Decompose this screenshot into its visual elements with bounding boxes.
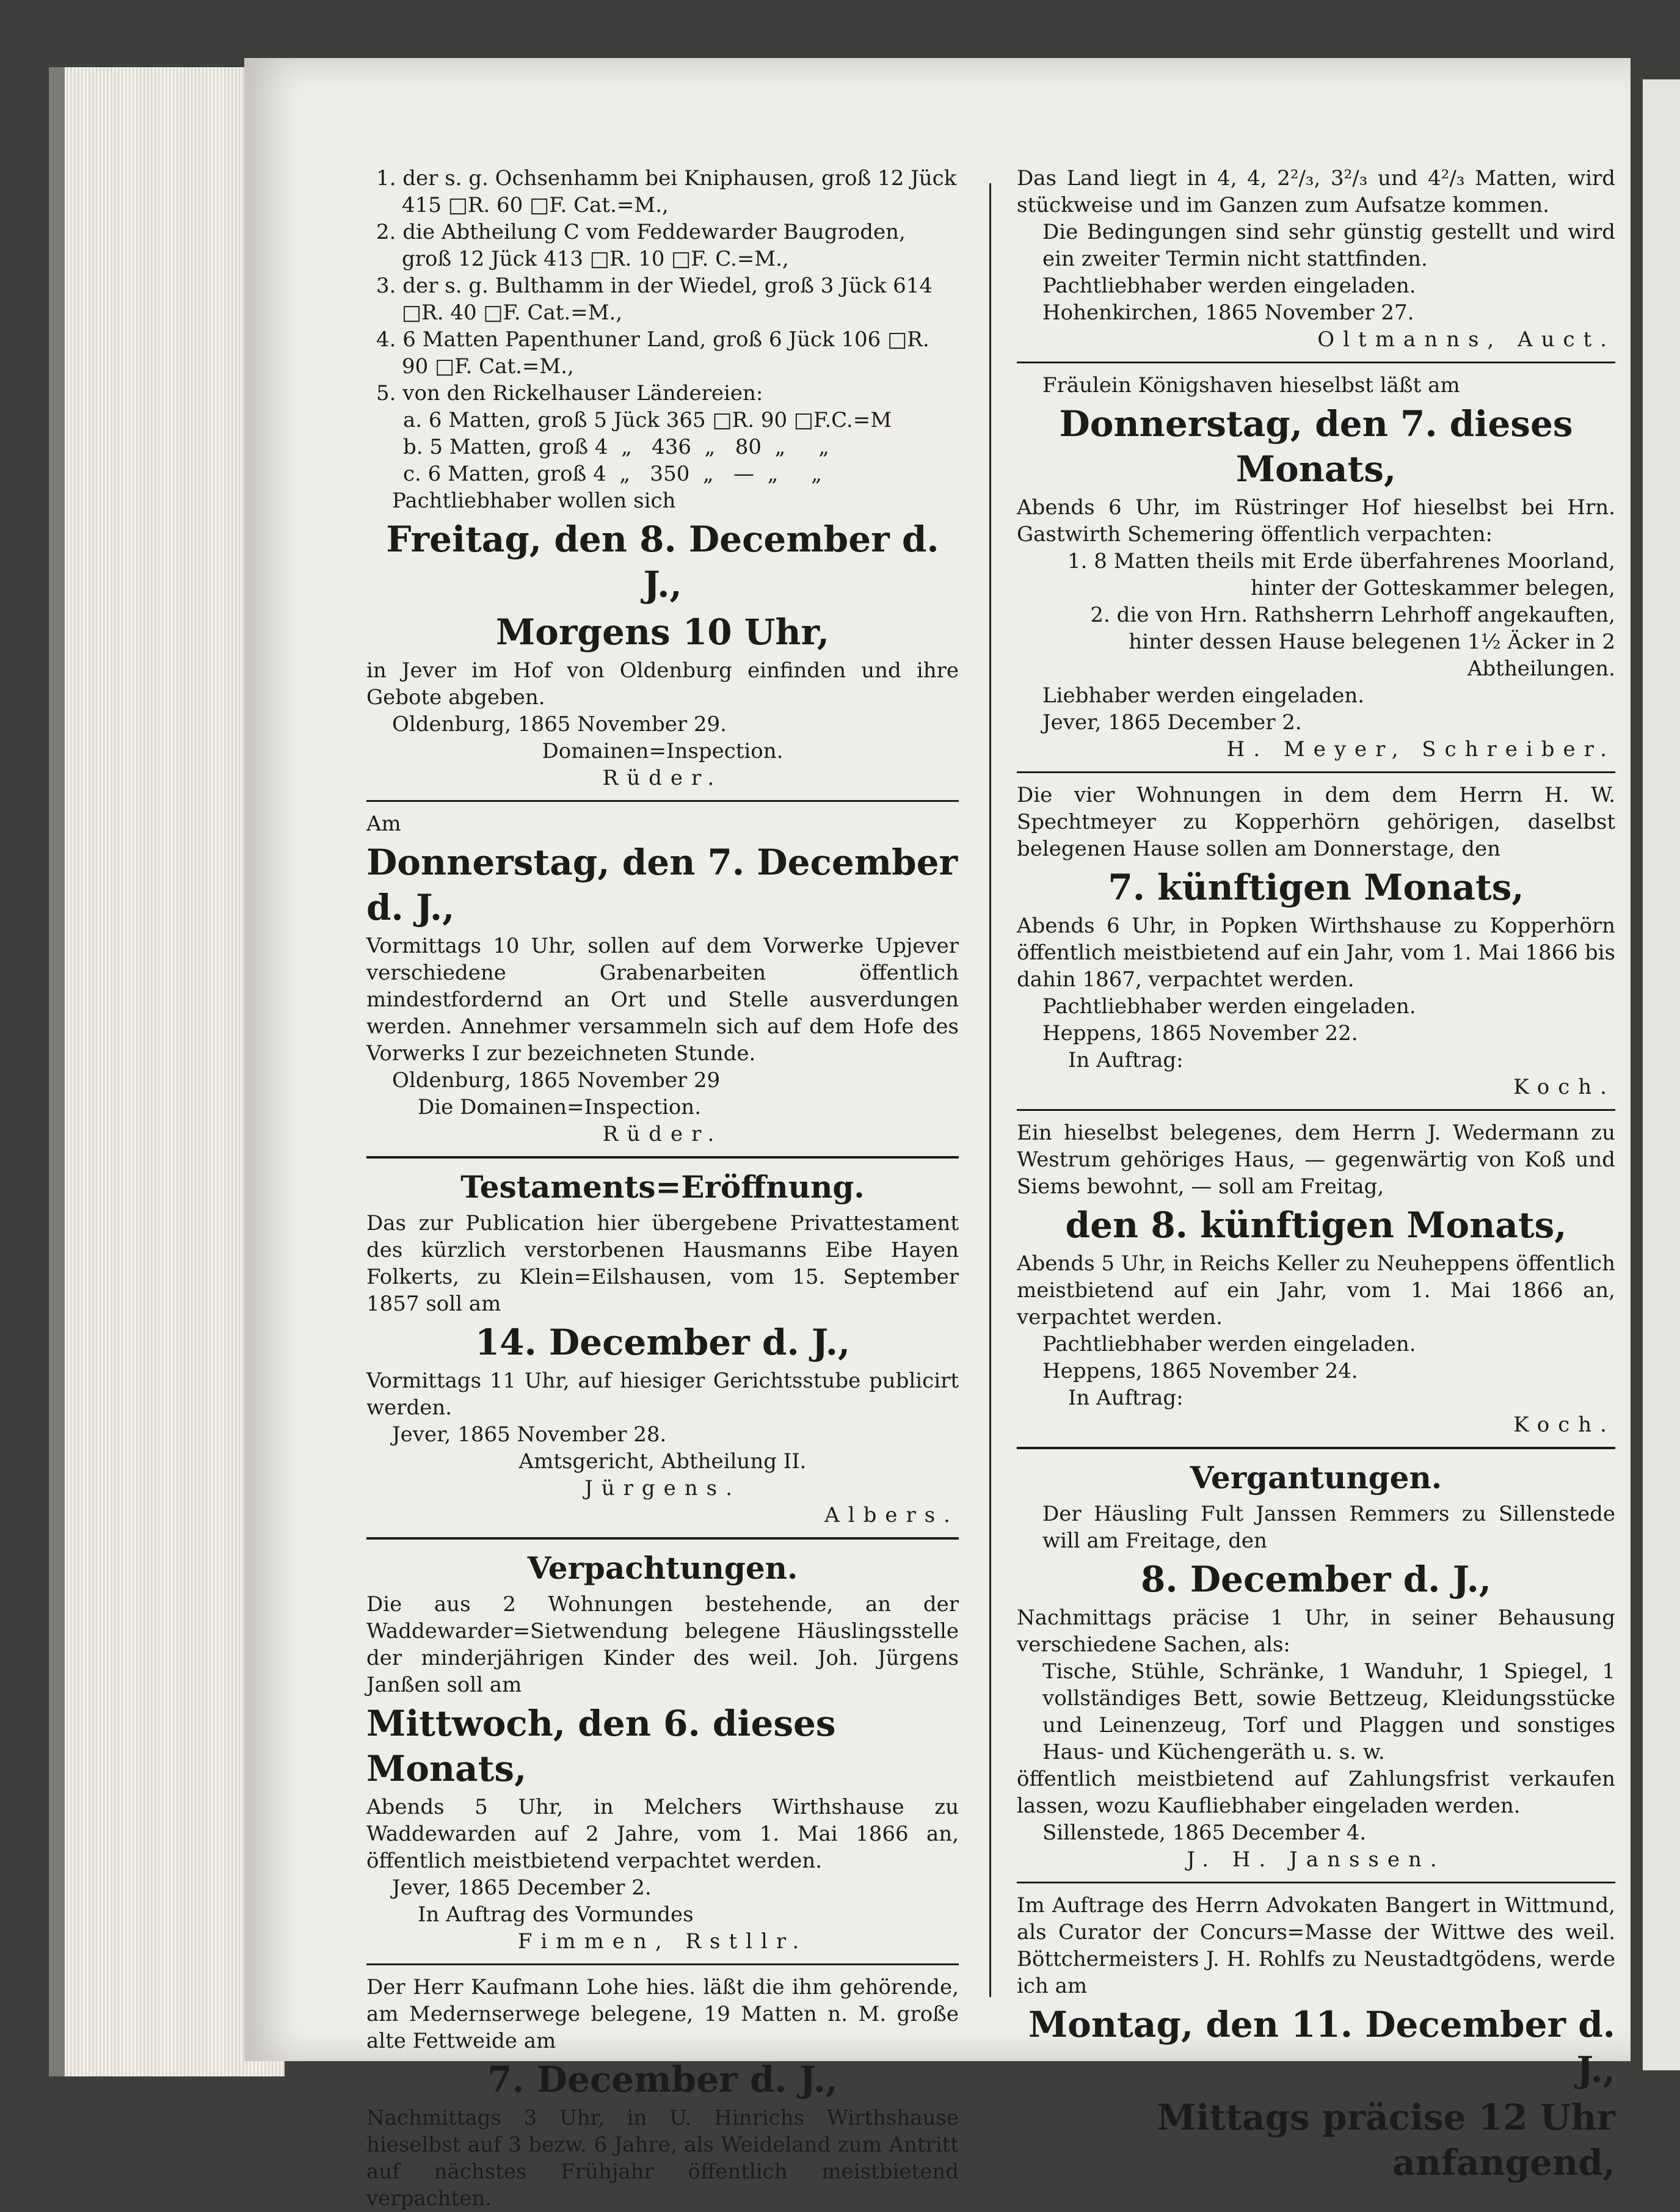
notice-office: Domainen=Inspection. (542, 739, 784, 763)
list-item: 2. die von Hrn. Rathsherrn Lehrhoff angekauften, hinter dessen Hause belegenen 1½ Äcker in 2 Abtheilungen. (1090, 603, 1615, 681)
notice-text: Die vier Wohnungen in dem dem Herrn H. W. Spechtmeyer zu Kopperhörn gehörigen, daselbst belegenen Hause sollen am Donnerstage, den (1017, 783, 1615, 861)
notice-intro: Fräulein Königshaven hieselbst läßt am (1042, 373, 1460, 398)
notice-text: Das zur Publication hier übergebene Privattestament des kürzlich verstorbenen Hausmanns Eibe Hayen Folkerts, zu Klein=Eilshausen, vom 15. September 1857 soll am (366, 1211, 959, 1316)
notice-signature: H. Meyer, Schreiber. (1226, 737, 1615, 762)
notice-time: Mittags präcise 12 Uhr anfangend, (1157, 2097, 1615, 2183)
notice-signature: Koch. (1513, 1413, 1615, 1437)
notice-date: Donnerstag, den 7. December d. J., (366, 842, 958, 928)
notice-text: Das Land liegt in 4, 4, 2²/₃, 3²/₃ und 4²/₃ Matten, wird stückweise und im Ganzen zum Aufsatze kommen. (1017, 166, 1615, 217)
notice-date: 7. künftigen Monats, (1108, 867, 1524, 908)
separator-rule (1017, 771, 1615, 773)
notice-signature: J. H. Janssen. (1187, 1847, 1445, 1872)
notice-signature: Fimmen, Rstllr. (517, 1929, 808, 1954)
list-item: 1. 8 Matten theils mit Erde überfahrenes Moorland, hinter der Gotteskammer belegen, (1067, 549, 1615, 600)
notice-place-date: Hohenkirchen, 1865 November 27. (1042, 300, 1414, 325)
notice-office: Amtsgericht, Abtheilung II. (518, 1449, 807, 1474)
notice-date: Donnerstag, den 7. dieses Monats, (1059, 403, 1573, 490)
notice-office: In Auftrag: (1068, 1386, 1184, 1410)
left-column (366, 165, 959, 2212)
notice-place-date: Jever, 1865 December 2. (1042, 710, 1302, 735)
section-heading: Vergantungen. (1190, 1460, 1442, 1496)
notice-date: Montag, den 11. December d. J., (1028, 2004, 1615, 2090)
notice-text: Nachmittags 3 Uhr, in U. Hinrichs Wirthshause hieselbst auf 3 bezw. 6 Jahre, als Weideland zum Antritt auf nächstes Frühjahr öffentlich meistbietend verpachten. (366, 2106, 959, 2211)
notice-invite: Pachtliebhaber werden eingeladen. (1042, 274, 1416, 298)
notice-place-date: Heppens, 1865 November 22. (1042, 1021, 1358, 1046)
section-heading: Verpachtungen. (527, 1550, 798, 1586)
right-column (1017, 165, 1615, 2188)
notice-text: Die aus 2 Wohnungen bestehende, an der Waddewarder=Sietwendung belegene Häuslingsstelle der minderjährigen Kinder des weil. Joh. Jürgens Janßen soll am (366, 1592, 959, 1697)
notice-invite: Pachtliebhaber werden eingeladen. (1042, 1332, 1416, 1356)
notice-date: 7. December d. J., (487, 2059, 838, 2100)
notice-date: den 8. künftigen Monats, (1065, 1204, 1567, 1246)
sub-list-item: c. 6 Matten, groß 4 „ 350 „ — „ „ (403, 462, 822, 486)
notice-place-date: Jever, 1865 November 28. (392, 1422, 667, 1447)
notice-place-date: Oldenburg, 1865 November 29 (392, 1068, 721, 1093)
notice-text: in Jever im Hof von Oldenburg einfinden und ihre Gebote abgeben. (366, 658, 959, 710)
separator-rule (1017, 1447, 1615, 1449)
notice-text: Abends 6 Uhr, in Popken Wirthshause zu Kopperhörn öffentlich meistbietend auf ein Jahr, vom 1. Mai 1866 bis dahin 1867, verpachtet werden. (1017, 914, 1615, 992)
notice-text: Ein hieselbst belegenes, dem Herrn J. Wedermann zu Westrum gehöriges Haus, — gegenwärtig von Koß und Siems bewohnt, — soll am Freitag, (1017, 1121, 1615, 1199)
notice-office: In Auftrag des Vormundes (418, 1902, 694, 1927)
adjacent-page-edge (1643, 79, 1680, 2070)
notice-date: Freitag, den 8. December d. J., (386, 518, 939, 605)
notice-text: Abends 5 Uhr, in Melchers Wirthshause zu Waddewarden auf 2 Jahre, vom 1. Mai 1866 an, öffentlich meistbietend verpachtet werden. (366, 1795, 959, 1873)
notice-text: öffentlich meistbietend auf Zahlungsfrist verkaufen lassen, wozu Kaufliebhaber eingeladen werden. (1017, 1767, 1615, 1818)
notice-office: In Auftrag: (1068, 1048, 1184, 1072)
notice-signature: Oltmanns, Auct. (1317, 327, 1615, 352)
list-item: 3. der s. g. Bulthamm in der Wiedel, groß 3 Jück 614 □R. 40 □F. Cat.=M., (376, 274, 933, 325)
notice-signature: Rüder. (602, 766, 723, 790)
notice-text: Die Bedingungen sind sehr günstig gestellt und wird ein zweiter Termin nicht stattfinden. (1042, 220, 1615, 271)
notice-place-date: Jever, 1865 December 2. (392, 1875, 652, 1900)
notice-intro: Am (366, 812, 401, 836)
notice-date: Mittwoch, den 6. dieses Monats, (366, 1703, 836, 1789)
notice-signature: Albers. (824, 1503, 959, 1527)
notice-text: Der Herr Kaufmann Lohe hies. läßt die ihm gehörende, am Medernserwege belegene, 19 Matten n. M. große alte Fettweide am (366, 1975, 959, 2053)
notice-place-date: Heppens, 1865 November 24. (1042, 1359, 1358, 1383)
notice-signature: Jürgens. (584, 1476, 741, 1501)
separator-rule (366, 1537, 959, 1540)
separator-rule (1017, 362, 1615, 363)
separator-rule (1017, 1109, 1615, 1111)
column-divider (989, 183, 991, 1997)
notice-invite: Pachtliebhaber werden eingeladen. (1042, 994, 1416, 1019)
notice-date: 14. December d. J., (475, 1322, 851, 1363)
notice-invite: Liebhaber werden eingeladen. (1042, 683, 1365, 708)
notice-place-date: Oldenburg, 1865 November 29. (392, 712, 727, 737)
notice-text: Abends 5 Uhr, in Reichs Keller zu Neuheppens öffentlich meistbietend auf ein Jahr, vom 1. Mai 1866 an, verpachtet werden. (1017, 1251, 1615, 1330)
list-item: 1. der s. g. Ochsenhamm bei Kniphausen, groß 12 Jück 415 □R. 60 □F. Cat.=M., (376, 166, 957, 217)
notice-text: Vormittags 11 Uhr, auf hiesiger Gerichtsstube publicirt werden. (366, 1369, 959, 1420)
sub-list-item: b. 5 Matten, groß 4 „ 436 „ 80 „ „ (403, 435, 829, 459)
notice-date: 8. December d. J., (1141, 1559, 1491, 1600)
notice-place-date: Sillenstede, 1865 December 4. (1042, 1821, 1367, 1845)
notice-office: Die Domainen=Inspection. (418, 1095, 701, 1119)
list-item: 4. 6 Matten Papenthuner Land, groß 6 Jück 106 □R. 90 □F. Cat.=M., (376, 327, 929, 379)
notice-signature: Koch. (1513, 1075, 1615, 1099)
notice-text: Im Auftrage des Herrn Advokaten Bangert in Wittmund, als Curator der Concurs=Masse der Wittwe des weil. Böttchermeisters J. H. Rohlfs zu Neustadtgödens, werde ich am (1017, 1893, 1615, 1998)
notice-items: Tische, Stühle, Schränke, 1 Wanduhr, 1 Spiegel, 1 vollständiges Bett, sowie Bettzeug, Kleidungsstücke und Leinenzeug, Torf und Plaggen und sonstiges Haus- und Küchengeräth u. s. w. (1042, 1659, 1615, 1764)
notice-intro: Pachtliebhaber wollen sich (392, 489, 676, 513)
separator-rule (366, 800, 959, 802)
separator-rule (1017, 1882, 1615, 1883)
section-heading: Testaments=Eröffnung. (460, 1169, 865, 1205)
separator-rule (366, 1156, 959, 1159)
notice-text: Nachmittags präcise 1 Uhr, in seiner Behausung verschiedene Sachen, als: (1017, 1606, 1615, 1657)
notice-text: Der Häusling Fult Janssen Remmers zu Sillenstede will am Freitage, den (1042, 1502, 1615, 1553)
notice-text: Vormittags 10 Uhr, sollen auf dem Vorwerke Upjever verschiedene Grabenarbeiten öffentlich mindestfordernd an Ort und Stelle ausverdungen werden. Annehmer versammeln sich auf dem Hofe des Vorwerks I zur bezeichneten Stunde. (366, 934, 959, 1066)
notice-text: Abends 6 Uhr, im Rüstringer Hof hieselbst bei Hrn. Gastwirth Schemering öffentlich verpachten: (1017, 495, 1615, 547)
notice-signature: Rüder. (602, 1122, 723, 1146)
list-item: 5. von den Rickelhauser Ländereien: (376, 381, 763, 406)
notice-time: Morgens 10 Uhr, (495, 611, 830, 653)
sub-list-item: a. 6 Matten, groß 5 Jück 365 □R. 90 □F.C.=M (403, 408, 892, 432)
list-item: 2. die Abtheilung C vom Feddewarder Baugroden, groß 12 Jück 413 □R. 10 □F. C.=M., (376, 220, 906, 271)
separator-rule (366, 1963, 959, 1965)
